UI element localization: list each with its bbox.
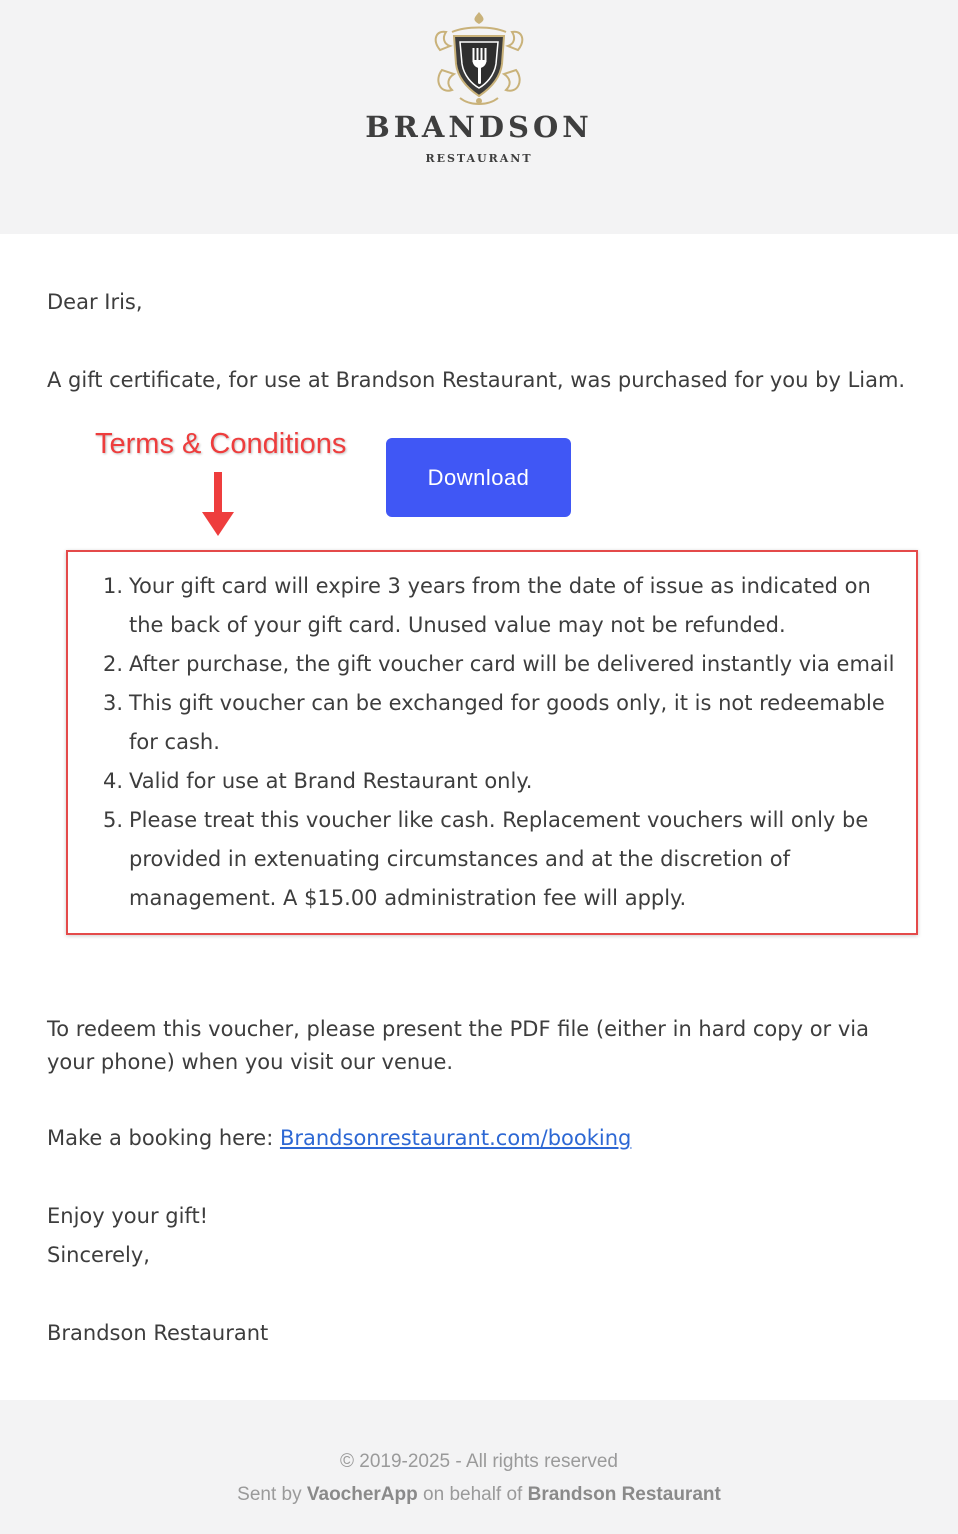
shield-fork-icon: [430, 10, 528, 106]
download-button[interactable]: Download: [386, 438, 571, 517]
booking-link[interactable]: Brandsonrestaurant.com/booking: [279, 1126, 632, 1150]
list-item: [103, 567, 899, 645]
copyright-text: © 2019-2025 - All rights reserved: [339, 1451, 619, 1472]
list-item-text: This gift voucher can be exchanged for goods only, it is not redeemable for cash.: [129, 691, 885, 754]
redeem-instructions: To redeem this voucher, please present the PDF file (either in hard copy or via your phone) when you visit our venue.: [47, 1017, 869, 1074]
list-item-text: Valid for use at Brand Restaurant only.: [129, 769, 533, 793]
list-item-text: Please treat this voucher like cash. Replacement vouchers will only be provided in extenuating circumstances and at the discretion of management. A $15.00 administration fee will apply.: [129, 808, 869, 910]
list-item-number: 1.: [103, 574, 124, 598]
greeting: Dear Iris,: [47, 290, 143, 314]
terms-annotation-label: Terms & Conditions: [95, 428, 347, 460]
intro-text: A gift certificate, for use at Brandson Restaurant, was purchased for you by Liam.: [47, 368, 906, 392]
list-item: [103, 801, 899, 918]
closing-enjoy: Enjoy your gift!: [47, 1204, 209, 1228]
list-item: [103, 645, 899, 684]
list-item: [103, 684, 899, 762]
list-item-number: 3.: [103, 691, 124, 715]
brand-subtitle: RESTAURANT: [425, 152, 533, 165]
signature: Brandson Restaurant: [47, 1321, 269, 1345]
booking-line: [47, 1122, 631, 1155]
sent-by-middle: on behalf of: [417, 1484, 528, 1505]
list-item: [103, 762, 899, 801]
brand-name: BRANDSON: [365, 110, 593, 144]
list-item-number: 4.: [103, 769, 124, 793]
list-item-text: After purchase, the gift voucher card will be delivered instantly via email: [129, 652, 895, 676]
arrow-down-icon: [198, 470, 238, 540]
list-item-number: 5.: [103, 808, 124, 832]
list-item-text: Your gift card will expire 3 years from the date of issue as indicated on the back of your gift card. Unused value may not be refunded.: [129, 574, 871, 637]
list-item-number: 2.: [103, 652, 124, 676]
email-header: [0, 0, 958, 234]
booking-prefix: Make a booking here:: [47, 1126, 280, 1150]
sent-by-line: [0, 1484, 958, 1506]
sent-by-app: VaocherApp: [306, 1484, 418, 1505]
sent-by-org: Brandson Restaurant: [527, 1484, 721, 1505]
terms-list: [103, 567, 899, 918]
closing-sincerely: Sincerely,: [47, 1243, 150, 1267]
sent-by-prefix: Sent by: [237, 1484, 307, 1505]
